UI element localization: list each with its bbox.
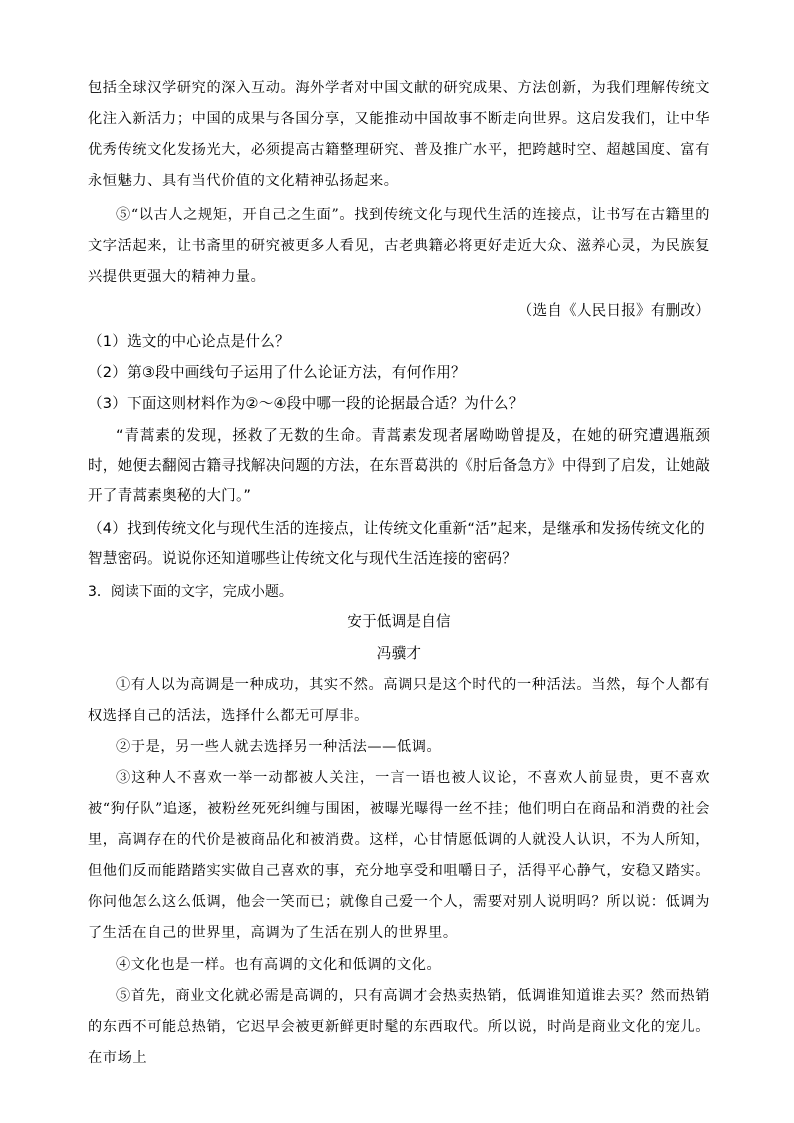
question-3: （3）下面这则材料作为②～④段中哪一段的论据最合适？为什么？ bbox=[88, 395, 524, 412]
question-3-material: “青蒿素的发现，拯救了无数的生命。青蒿素发现者屠呦呦曾提及，在她的研究遭遇瓶颈时，她便去翻阅古籍寻找解决问题的方法，在东晋葛洪的《肘后备急方》中得到了启发，让她敲开了青蒿素奥秘的大门。” bbox=[88, 427, 710, 504]
passage-paragraph-continued: 包括全球汉学研究的深入互动。海外学者对中国文献的研究成果、方法创新，为我们理解传统文化注入新活力；中国的成果与各国分享，又能推动中国故事不断走向世界。这启发我们，让中华优秀传统文化发扬光大，必须提高古籍整理研究、普及推广水平，把跨越时空、超越国度、富有永恒魅力、具有当代价值的文化精神弘扬起来。 bbox=[88, 80, 710, 189]
article-author: 冯骥才 bbox=[376, 645, 422, 662]
article-title: 安于低调是自信 bbox=[347, 613, 451, 630]
question-2: （2）第③段中画线句子运用了什么论证方法，有何作用？ bbox=[88, 364, 466, 381]
section-3-heading: 3．阅读下面的文字，完成小题。 bbox=[88, 584, 293, 600]
passage-paragraph-5: ⑤“以古人之规矩，开自己之生面”。找到传统文化与现代生活的连接点，让书写在古籍里的文字活起来，让书斋里的研究被更多人看见，古老典籍必将更好走近大众、滋养心灵，为民族复兴提供更强大的精神力量。 bbox=[88, 207, 710, 285]
question-1: （1）选文的中心论点是什么？ bbox=[88, 333, 290, 350]
article-paragraph-4: ④文化也是一样。也有高调的文化和低调的文化。 bbox=[116, 957, 442, 973]
question-4: （4）找到传统文化与现代生活的连接点，让传统文化重新“活”起来，是继承和发扬传统文化的智慧密码。说说你还知道哪些让传统文化与现代生活连接的密码？ bbox=[88, 520, 705, 567]
article-paragraph-3: ③这种人不喜欢一举一动都被人关注，一言一语也被人议论，不喜欢人前显贵，更不喜欢被“狗仔队”追逐，被粉丝死死纠缠与围困，被曝光曝得一丝不挂；他们明白在商品和消费的社会里，高调存在的代价是被商品化和被消费。这样，心甘情愿低调的人就没人认识，不为人所知，但他们反而能踏踏实实做自己喜欢的事，充分地享受和咀嚼日子，活得平心静气，安稳又踏实。你问他怎么这么低调，他会一笑而已；就像自己爱一个人，需要对别人说明吗？所以说：低调为了生活在自己的世界里，高调为了生活在别人的世界里。 bbox=[88, 770, 710, 941]
article-paragraph-5: ⑤首先，商业文化就必需是高调的，只有高调才会热卖热销，低调谁知道谁去买？然而热销的东西不可能总热销，它迟早会被更新鲜更时髦的东西取代。所以说，时尚是商业文化的宠儿。在市场上 bbox=[88, 988, 710, 1066]
article-paragraph-2: ②于是，另一些人就去选择另一种活法——低调。 bbox=[116, 739, 442, 755]
article-paragraph-1: ①有人以为高调是一种成功，其实不然。高调只是这个时代的一种活法。当然，每个人都有权选择自己的活法，选择什么都无可厚非。 bbox=[88, 677, 710, 724]
source-citation: （选自《人民日报》有删改） bbox=[517, 302, 710, 319]
